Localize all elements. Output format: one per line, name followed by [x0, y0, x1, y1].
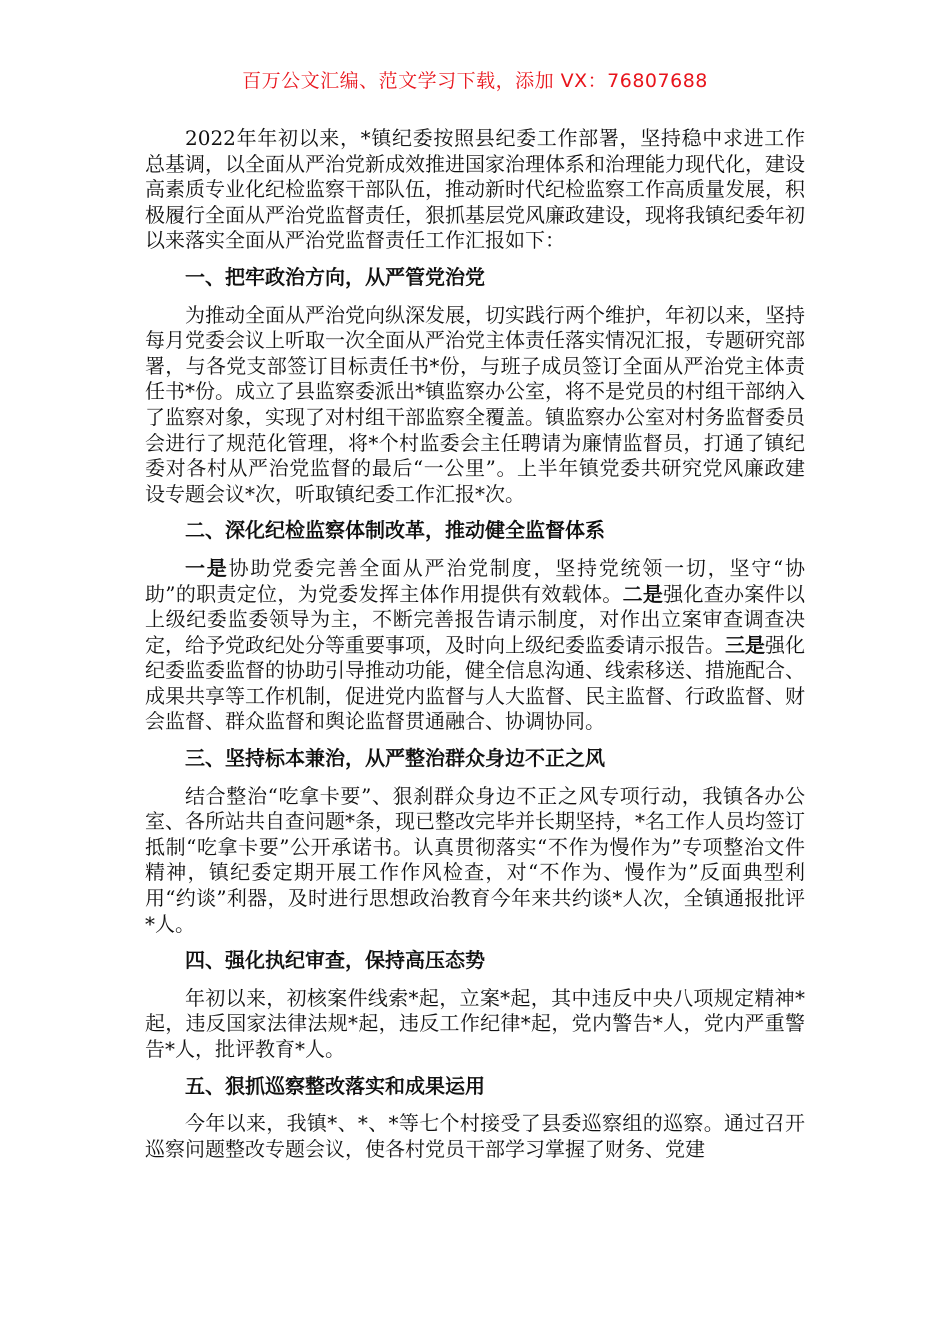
section-1-paragraph: 为推动全面从严治党向纵深发展，切实践行两个维护，年初以来，坚持每月党委会议上听取一次全面从严治党主体责任落实情况汇报，专题研究部署，与各党支部签订目标责任书*份，与班子成员签订全面从严治党主体责任书*份。成立了县监察委派出*镇监察办公室，将不是党员的村组干部纳入了监察对象，实现了对村组干部监察全覆盖。镇监察办公室对村务监督委员会进行了规范化管理，将*个村监委会主任聘请为廉情监督员，打通了镇纪委对各村从严治党监督的最后“一公里”。上半年镇党委共研究党风廉政建设专题会议*次，听取镇纪委工作汇报*次。 — [145, 302, 805, 506]
section-5-heading: 五、狠抓巡察整改落实和成果运用 — [185, 1073, 485, 1098]
section-2-paragraph — [145, 556, 805, 735]
intro-paragraph: 2022年年初以来，*镇纪委按照县纪委工作部署，坚持稳中求进工作总基调，以全面从严治党新成效推进国家治理体系和治理能力现代化，建设高素质专业化纪检监察干部队伍，推动新时代纪检监察工作高质量发展，积极履行全面从严治党监督责任，狠抓基层党风廉政建设，现将我镇纪委年初以来落实全面从严治党监督责任工作汇报如下： — [145, 126, 805, 253]
section-2-heading: 二、深化纪检监察体制改革，推动健全监督体系 — [185, 518, 605, 543]
document-body — [145, 126, 805, 1162]
lead-second: 二是 — [622, 581, 664, 606]
header-banner: 百万公文汇编、范文学习下载，添加 VX：76807688 — [242, 70, 708, 92]
point-third-text: 强化纪委监委监督的协助引导推动功能，健全信息沟通、线索移送、措施配合、成果共享等工作机制，促进党内监督与人大监督、民主监督、行政监督、财会监督、群众监督和舆论监督贯通融合、协调协同。 — [145, 632, 805, 734]
point-first-text: 协助党委完善全面从严治党制度，坚持党统领一切，坚守“协助”的职责定位，为党委发挥主体作用提供有效载体。 — [145, 555, 805, 606]
lead-first: 一是 — [185, 555, 229, 580]
section-4-heading: 四、强化执纪审查，保持高压态势 — [185, 948, 485, 973]
lead-third: 三是 — [725, 632, 765, 657]
section-3-heading: 三、坚持标本兼治，从严整治群众身边不正之风 — [185, 746, 605, 771]
section-4-paragraph: 年初以来，初核案件线索*起，立案*起，其中违反中央八项规定精神*起，违反国家法律法规*起，违反工作纪律*起，党内警告*人，党内严重警告*人，批评教育*人。 — [145, 985, 805, 1061]
section-5-paragraph: 今年以来，我镇*、*、*等七个村接受了县委巡察组的巡察。通过召开巡察问题整改专题会议，使各村党员干部学习掌握了财务、党建 — [145, 1111, 805, 1161]
point-second-text: 强化查办案件以上级纪委监委领导为主，不断完善报告请示制度，对作出立案审查调查决定，给予党政纪处分等重要事项，及时向上级纪委监委请示报告。 — [145, 581, 806, 657]
section-3-paragraph: 结合整治“吃拿卡要”、狠刹群众身边不正之风专项行动，我镇各办公室、各所站共自查问题*条，现已整改完毕并长期坚持，*名工作人员均签订抵制“吃拿卡要”公开承诺书。认真贯彻落实“不作为慢作为”专项整治文件精神，镇纪委定期开展工作作风检查，对“不作为、慢作为”反面典型利用“约谈”利器，及时进行思想政治教育今年来共约谈*人次，全镇通报批评*人。 — [145, 783, 805, 936]
section-1-heading: 一、把牢政治方向，从严管党治党 — [185, 264, 485, 289]
